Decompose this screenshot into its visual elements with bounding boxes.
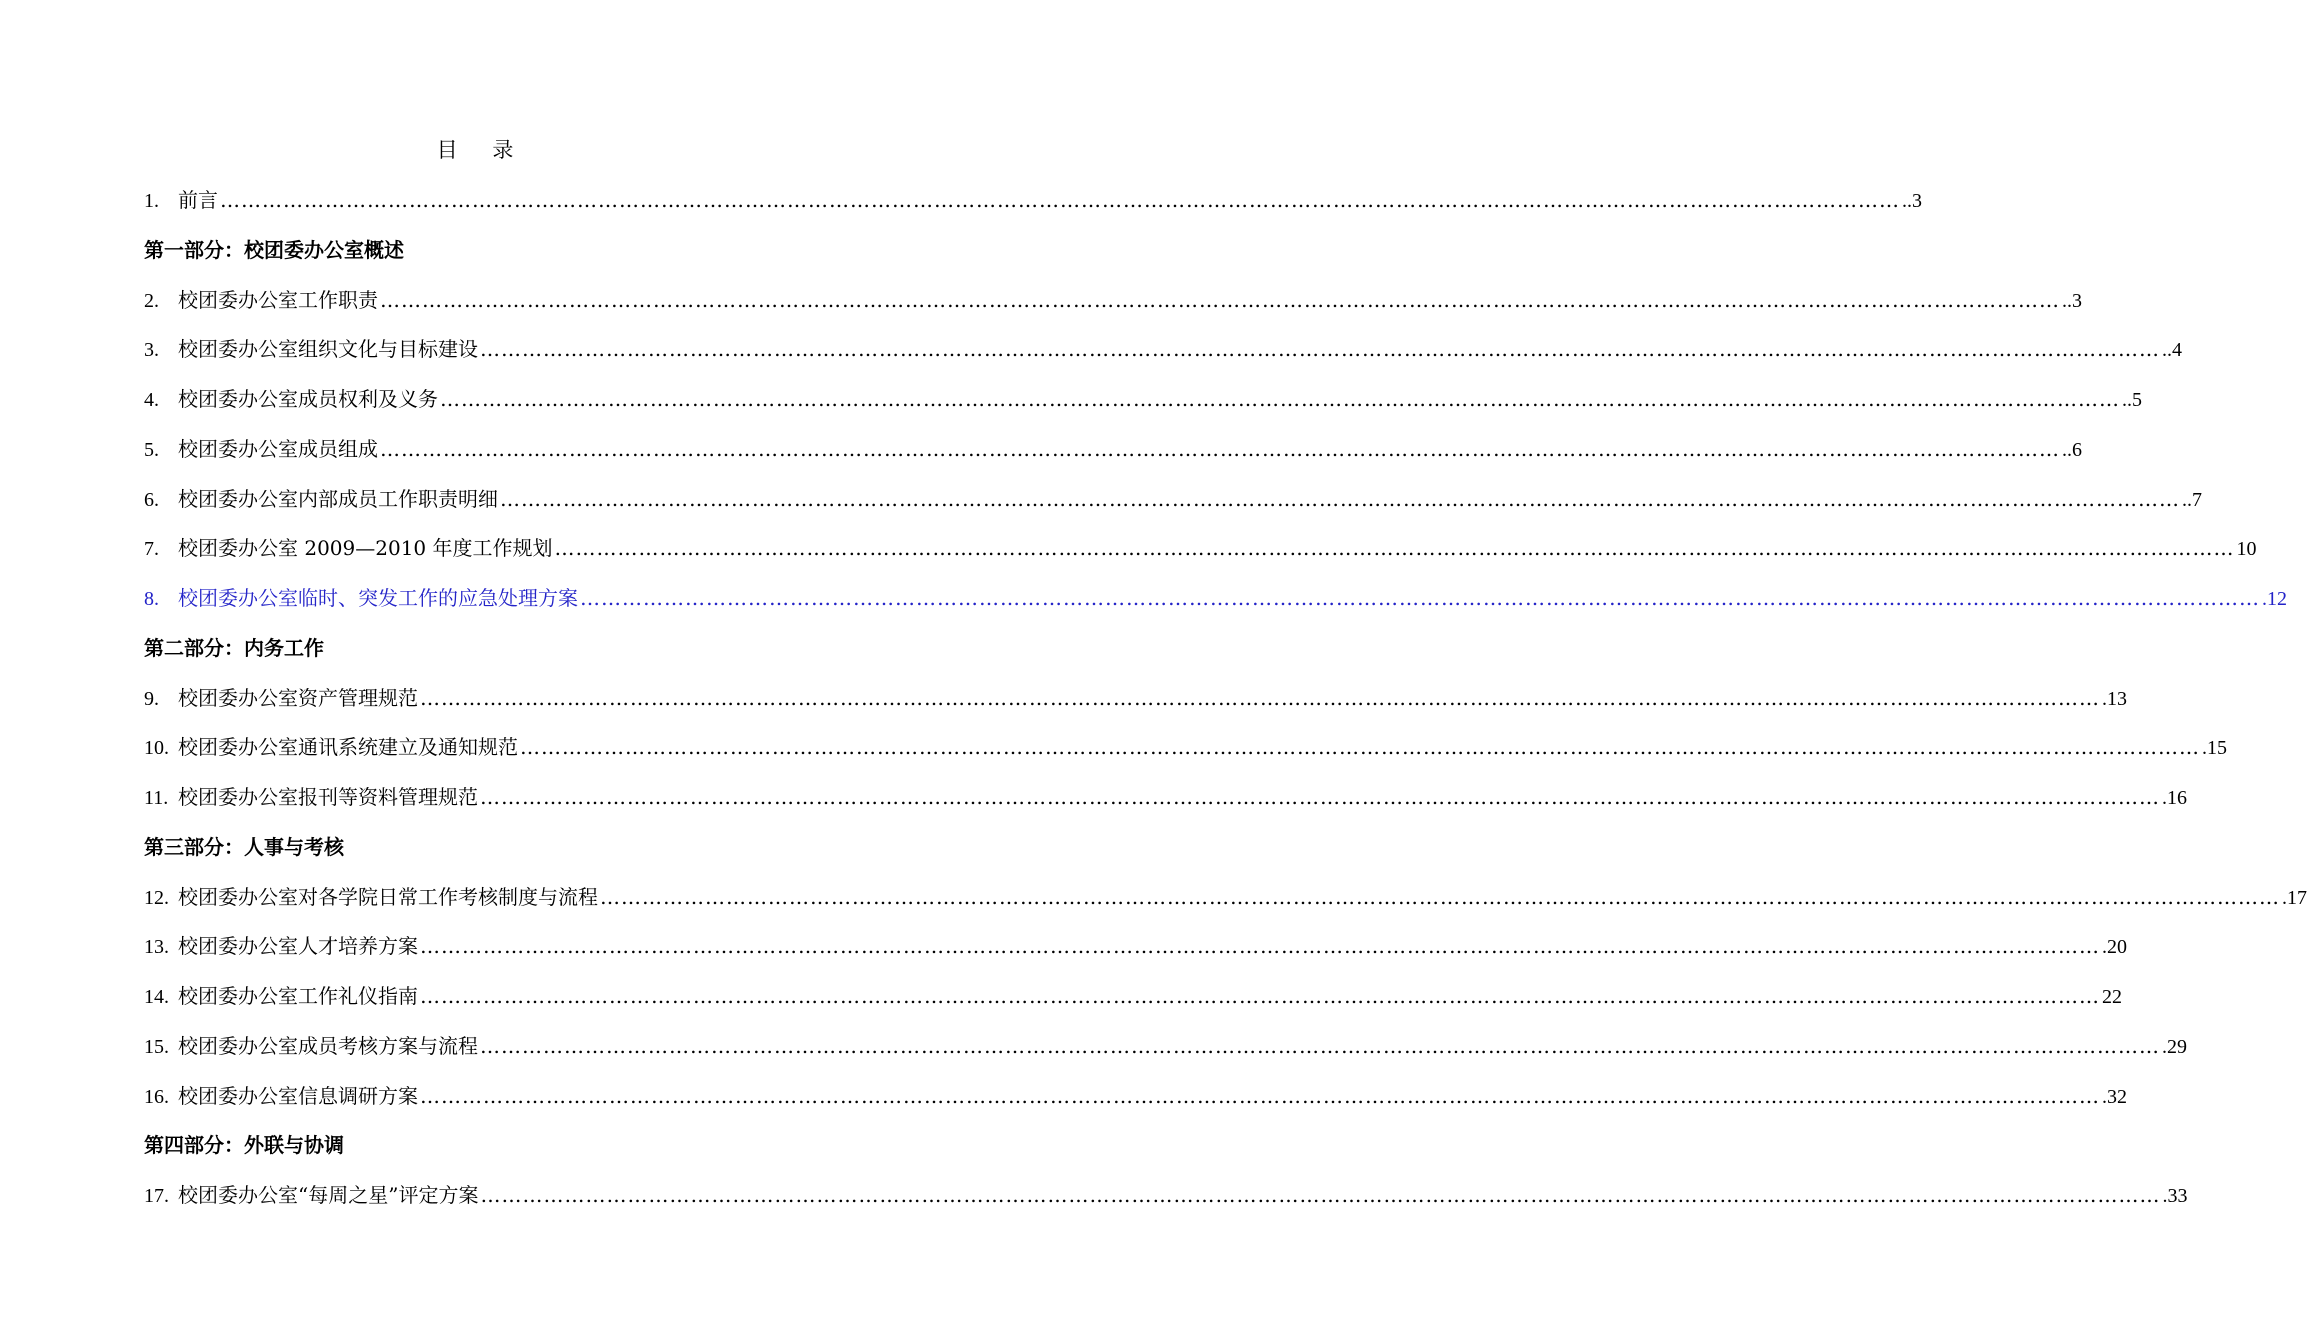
toc-entry-page-number: 10 <box>2236 538 2257 561</box>
toc-entry[interactable] <box>144 533 2257 583</box>
toc-entry[interactable] <box>144 683 2127 733</box>
toc-entry-number: 12. <box>144 886 169 909</box>
toc-entry[interactable] <box>144 1081 2127 1131</box>
toc-dot-leader: …………………………………………………………………………………………………………………………………………………………………………………………………………………… <box>420 984 2100 1008</box>
toc-entry-number: 17. <box>144 1185 169 1207</box>
toc-entry-number: 5. <box>144 438 159 461</box>
toc-entry[interactable] <box>144 384 2142 434</box>
toc-dot-leader: …………………………………………………………………………………………………………………………………………………………………………………………………………………… <box>580 586 2260 610</box>
toc-entry-number: 7. <box>144 538 159 561</box>
page-title: 目 录 <box>436 138 528 162</box>
toc-entry[interactable] <box>144 1180 2188 1230</box>
toc-entry[interactable] <box>144 981 2122 1031</box>
toc-entry-page-number: .15 <box>2202 737 2227 760</box>
toc-entry-title: 校团委办公室 2009—2010 年度工作规划 <box>178 536 553 561</box>
toc-dot-leader: …………………………………………………………………………………………………………………………………………………………………………………………………………………… <box>220 188 1900 212</box>
toc-section-heading: 第一部分：校团委办公室概述 <box>144 237 404 262</box>
toc-entry[interactable] <box>144 434 2082 484</box>
toc-entry[interactable] <box>144 334 2182 384</box>
toc-section-heading: 第四部分：外联与协调 <box>144 1133 344 1158</box>
toc-dot-leader: …………………………………………………………………………………………………………………………………………………………………………………………………………………… <box>554 536 2235 561</box>
toc-entry-page-number: .12 <box>2262 588 2287 610</box>
toc-entry-title: 校团委办公室人才培养方案 <box>178 934 418 959</box>
toc-section-heading: 第二部分：内务工作 <box>144 635 324 660</box>
toc-entry-number: 6. <box>144 488 159 511</box>
toc-entry-page-number: ..3 <box>2062 289 2082 312</box>
toc-dot-leader: …………………………………………………………………………………………………………………………………………………………………………………………………………………… <box>480 1183 2161 1207</box>
toc-entry-title: 校团委办公室组织文化与目标建设 <box>178 337 478 362</box>
toc-dot-leader: …………………………………………………………………………………………………………………………………………………………………………………………………………………… <box>420 685 2100 710</box>
toc-dot-leader: …………………………………………………………………………………………………………………………………………………………………………………………………………………… <box>420 934 2100 959</box>
toc-entry-page-number: .20 <box>2102 936 2127 959</box>
toc-entry[interactable] <box>144 782 2187 832</box>
toc-entry-number: 3. <box>144 339 159 362</box>
toc-entry-number: 8. <box>144 588 159 610</box>
toc-entry[interactable] <box>144 484 2202 534</box>
toc-entry[interactable] <box>144 882 2307 932</box>
toc-entry-number: 16. <box>144 1085 169 1108</box>
toc-entry-page-number: .13 <box>2102 687 2127 710</box>
toc-dot-leader: …………………………………………………………………………………………………………………………………………………………………………………………………………………… <box>380 287 2060 312</box>
toc-entry-page-number: ..4 <box>2162 339 2182 362</box>
toc-entry-number: 13. <box>144 936 169 959</box>
toc-dot-leader: …………………………………………………………………………………………………………………………………………………………………………………………………………………… <box>380 436 2060 461</box>
toc-entry[interactable] <box>144 285 2082 335</box>
toc-dot-leader: …………………………………………………………………………………………………………………………………………………………………………………………………………………… <box>440 387 2120 411</box>
toc-entry-number: 1. <box>144 190 159 212</box>
toc-entry-title: 校团委办公室通讯系统建立及通知规范 <box>178 735 518 760</box>
toc-entry-title: 校团委办公室内部成员工作职责明细 <box>178 486 498 511</box>
toc-entry-title: 校团委办公室报刊等资料管理规范 <box>178 785 478 809</box>
toc-entry[interactable] <box>144 185 1922 235</box>
toc-entry-number: 15. <box>144 1035 169 1058</box>
toc-entry-page-number: ..6 <box>2062 438 2082 461</box>
toc-dot-leader: …………………………………………………………………………………………………………………………………………………………………………………………………………………… <box>600 884 2280 909</box>
table-of-contents <box>144 185 2307 1230</box>
toc-entry-number: 14. <box>144 986 169 1008</box>
toc-dot-leader: …………………………………………………………………………………………………………………………………………………………………………………………………………………… <box>480 337 2160 362</box>
toc-entry-page-number: .29 <box>2162 1035 2187 1058</box>
toc-entry-page-number: 22 <box>2102 986 2122 1008</box>
toc-entry-page-number: ..5 <box>2122 389 2142 411</box>
toc-entry[interactable] <box>144 583 2287 633</box>
toc-section-heading: 第三部分：人事与考核 <box>144 834 344 859</box>
toc-entry-number: 4. <box>144 389 159 411</box>
toc-entry-title: 校团委办公室“每周之星”评定方案 <box>178 1183 479 1207</box>
toc-dot-leader: …………………………………………………………………………………………………………………………………………………………………………………………………………………… <box>480 1033 2160 1058</box>
toc-entry-title: 校团委办公室成员考核方案与流程 <box>178 1033 478 1058</box>
toc-dot-leader: …………………………………………………………………………………………………………………………………………………………………………………………………………………… <box>500 486 2180 511</box>
toc-entry-title: 校团委办公室成员权利及义务 <box>178 387 438 411</box>
toc-entry-page-number: .16 <box>2162 787 2187 809</box>
toc-entry-title: 校团委办公室临时、突发工作的应急处理方案 <box>178 586 578 610</box>
toc-entry-number: 11. <box>144 787 169 809</box>
toc-entry[interactable] <box>144 931 2127 981</box>
toc-entry-page-number: ..3 <box>1902 190 1922 212</box>
toc-entry-title: 前言 <box>178 188 218 212</box>
toc-entry-number: 2. <box>144 289 159 312</box>
toc-entry-page-number: .32 <box>2102 1085 2127 1108</box>
toc-dot-leader: …………………………………………………………………………………………………………………………………………………………………………………………………………………… <box>480 785 2160 809</box>
toc-dot-leader: …………………………………………………………………………………………………………………………………………………………………………………………………………………… <box>420 1083 2100 1108</box>
toc-dot-leader: …………………………………………………………………………………………………………………………………………………………………………………………………………………… <box>520 735 2200 760</box>
toc-entry-title: 校团委办公室成员组成 <box>178 436 378 461</box>
toc-entry-page-number: ..7 <box>2182 488 2202 511</box>
toc-entry[interactable] <box>144 1031 2187 1081</box>
toc-entry-title: 校团委办公室工作礼仪指南 <box>178 984 418 1008</box>
toc-entry-title: 校团委办公室信息调研方案 <box>178 1083 418 1108</box>
toc-entry-title: 校团委办公室资产管理规范 <box>178 685 418 710</box>
toc-entry-title: 校团委办公室工作职责 <box>178 287 378 312</box>
toc-entry-number: 9. <box>144 687 159 710</box>
toc-entry-title: 校团委办公室对各学院日常工作考核制度与流程 <box>178 884 598 909</box>
toc-entry-page-number: .17 <box>2282 886 2307 909</box>
toc-entry-number: 10. <box>144 737 169 760</box>
toc-entry-page-number: .33 <box>2162 1185 2188 1207</box>
toc-entry[interactable] <box>144 732 2227 782</box>
